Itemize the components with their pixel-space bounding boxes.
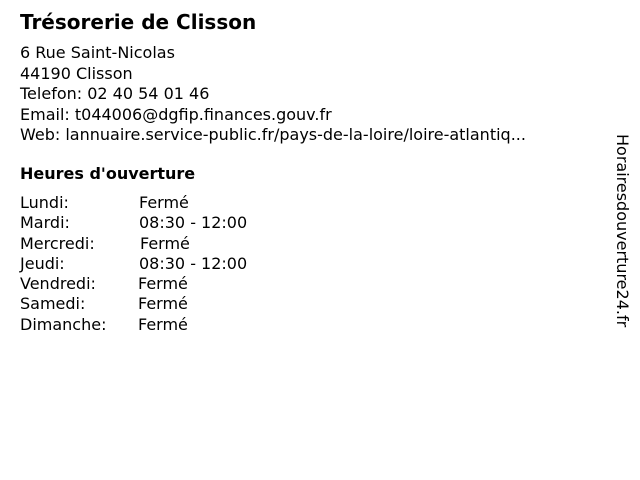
- hours-value: Fermé: [138, 314, 188, 334]
- email-address: Email: t044006@dgfip.finances.gouv.fr: [20, 104, 332, 124]
- site-brand-vertical: Horairesdouverture24.fr: [613, 134, 632, 328]
- day-label: Mercredi:: [20, 233, 95, 253]
- day-label: Jeudi:: [20, 253, 65, 273]
- hours-row-lundi: [20, 193, 320, 213]
- hours-row-mardi: [20, 213, 320, 233]
- opening-hours-heading: Heures d'ouverture: [20, 164, 196, 183]
- street-address: 6 Rue Saint-Nicolas: [20, 43, 175, 62]
- hours-value: 08:30 - 12:00: [139, 253, 248, 273]
- hours-row-samedi: [20, 294, 320, 314]
- day-label: Mardi:: [20, 213, 70, 233]
- day-label: Samedi:: [20, 294, 86, 314]
- web-link[interactable]: Web: lannuaire.service-public.fr/pays-de-la-loire/loire-atlantiq...: [20, 125, 526, 144]
- hours-value: Fermé: [140, 233, 190, 253]
- hours-row-vendredi: [20, 274, 320, 294]
- hours-value: 08:30 - 12:00: [139, 213, 248, 233]
- hours-value: Fermé: [138, 294, 188, 314]
- hours-row-jeudi: [20, 254, 320, 274]
- hours-value: Fermé: [139, 193, 189, 212]
- phone-number: Telefon: 02 40 54 01 46: [20, 84, 210, 103]
- opening-hours-list: [20, 193, 320, 335]
- hours-value: Fermé: [138, 274, 188, 294]
- hours-row-dimanche: [20, 315, 320, 335]
- day-label: Vendredi:: [20, 274, 96, 294]
- city-address: 44190 Clisson: [20, 63, 133, 83]
- day-label: Lundi:: [20, 193, 69, 212]
- contact-info: [20, 43, 526, 146]
- day-label: Dimanche:: [20, 314, 107, 334]
- hours-row-mercredi: [20, 234, 320, 254]
- page-title: Trésorerie de Clisson: [20, 10, 257, 34]
